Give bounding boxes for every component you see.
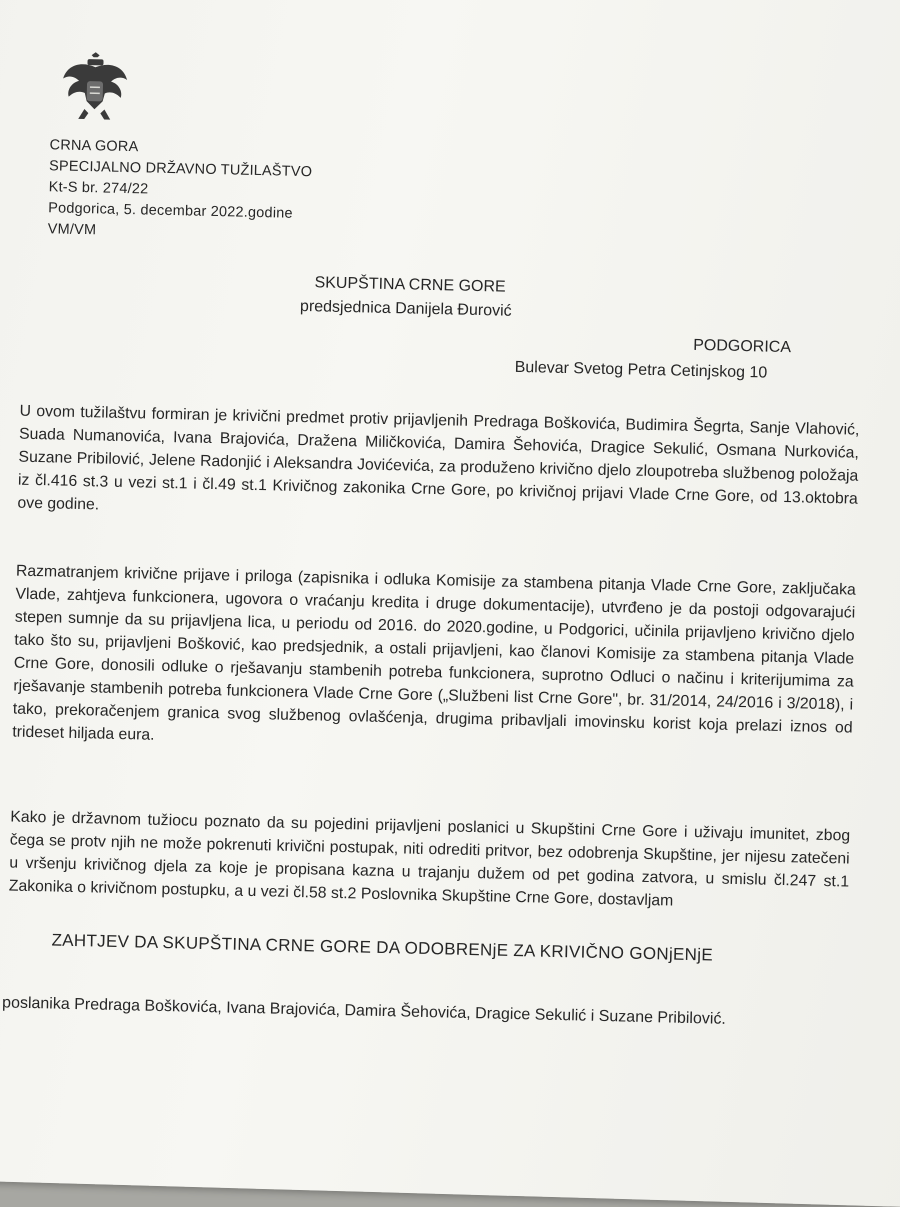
body-paragraph: Kako je državnom tužiocu poznato da su pojedini prijavljeni poslanici u Skupštini Crne Gore i uživaju imunitet, zbog čega se protv njih ne može pokrenuti krivični postupak, niti odrediti pritvor, bez odobrenja Skupštine, jer nijesu zatečeni u vršenju krivičnog djela za koje je propisana kazna u trajanju dužem od pet godina zatvora, u smislu čl.247 st.1 Zakonika o krivičnom postupku, a u vezi čl.58 st.2 Poslovnika Skupštine Crne Gore, dostavljam <box>8 808 851 910</box>
sender-header <box>47 135 312 246</box>
recipient-person: predsjednica Danijela Đurović <box>299 297 512 320</box>
request-heading: ZAHTJEV DA SKUPŠTINA CRNE GORE DA ODOBRENjE ZA KRIVIČNO GONjENjE <box>51 930 714 965</box>
office-name: SPECIJALNO DRŽAVNO TUŽILAŠTVO <box>48 158 313 181</box>
recipient-institution: SKUPŠTINA CRNE GORE <box>314 274 506 296</box>
body-paragraph: U ovom tužilaštvu formiran je krivični predmet protiv prijavljenih Predraga Boškovića, Budimira Šegrta, Sanje Vlahović, Suada Numanovića, Ivana Brajovića, Dražena Miličkovića, Damira Šehovića, Dragice Sekulić, Osmana Nurkovića, Suzane Pribilović, Jelene Radonjić i Aleksandra Jovićevića, za produženo krivično djelo zloupotreba službenog položaja iz čl.416 st.3 u vezi st.1 i čl.49 st.1 Krivičnog zakonika Crne Gore, po krivičnoj prijavi Vlade Crne Gore, od 13.oktobra ove godine. <box>17 402 860 514</box>
closing-paragraph: poslanika Predraga Boškovića, Ivana Brajovića, Damira Šehovića, Dragice Sekulić i Suzane Pribilović. <box>1 994 727 1028</box>
case-number: Kt-S br. 274/22 <box>48 179 149 198</box>
reference-initials: VM/VM <box>47 221 97 239</box>
coat-of-arms-icon <box>60 50 130 128</box>
recipient-street: Bulevar Svetog Petra Cetinjskog 10 <box>514 358 768 382</box>
place-date: Podgorica, 5. decembar 2022.godine <box>48 200 293 222</box>
recipient-city: PODGORICA <box>693 336 792 357</box>
country-name: CRNA GORA <box>49 137 139 156</box>
body-paragraph: Razmatranjem krivične prijave i priloga (zapisnika i odluka Komisije za stambena pitanja Vlade Crne Gore, zaključaka Vlade, zahtjeva funkcionera, ugovora o vraćanju kredita i druge dokumentacije), utvrđeno je da postoji odgovarajući stepen sumnje da su prijavljena lica, u periodu od 2016. do 2020.godine, u Podgorici, učinila prijavljeno krivično djelo tako što su, prijavljeni Bošković, kao predsjednik, a ostali prijavljeni, kao članovi Komisije za stambena pitanja Vlade Crne Gore, donosili odluke o rješavanju stambenih potreba funkcionera, suprotno Odluci o načinu i kriterijumima za rješavanje stambenih potreba funkcionera Vlade Crne Gore („Službeni list Crne Gore", br. 31/2014, 24/2016 i 3/2018), i tako, prekoračenjem granica svog službenog ovlašćenja, drugima pribavljali imovinsku korist koja prelazi iznos od trideset hiljada eura. <box>12 562 856 744</box>
